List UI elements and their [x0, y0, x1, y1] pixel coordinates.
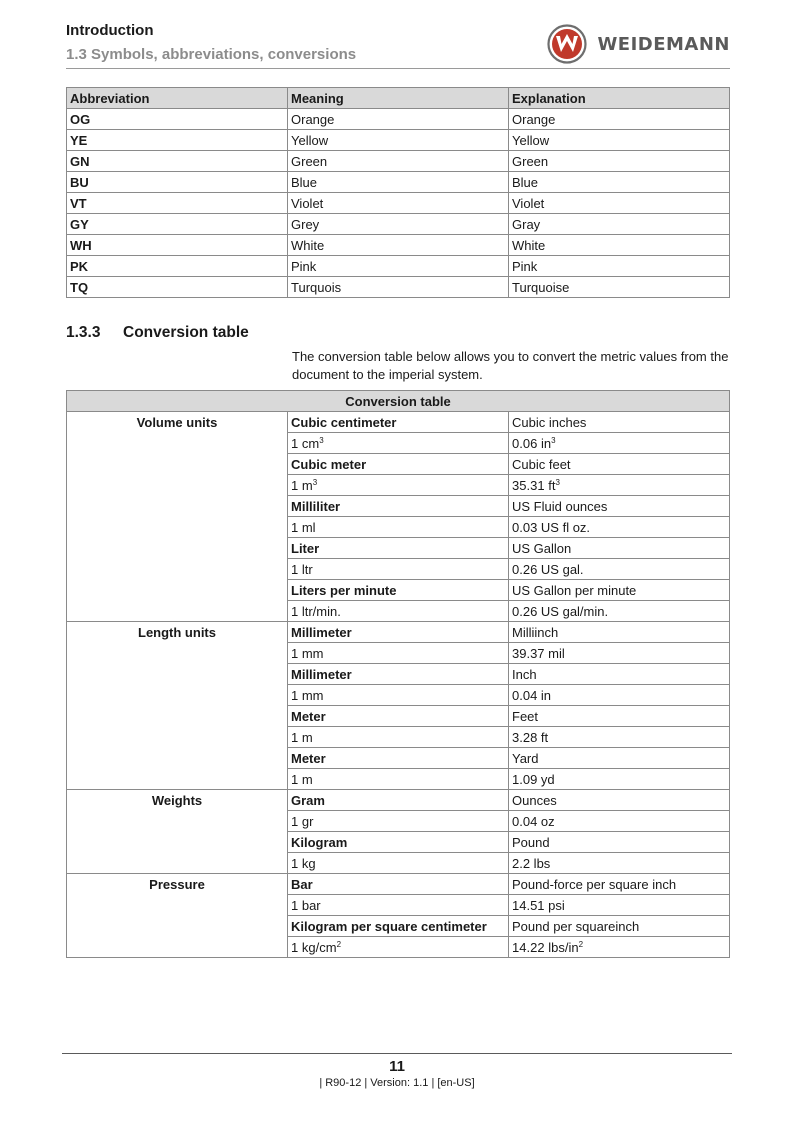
metric-cell: 1 gr: [288, 811, 509, 832]
metric-cell: Liters per minute: [288, 580, 509, 601]
abbreviation-cell: WH: [67, 235, 288, 256]
brand-logo: [547, 24, 730, 64]
unit-group-label: Volume units: [67, 412, 288, 622]
metric-cell: Liter: [288, 538, 509, 559]
conversion-section-heading: [66, 324, 249, 342]
imperial-cell: Pound: [509, 832, 730, 853]
chapter-title: Introduction: [66, 22, 154, 39]
metric-cell: Milliliter: [288, 496, 509, 517]
page-number: 11: [389, 1058, 405, 1075]
imperial-cell: 2.2 lbs: [509, 853, 730, 874]
metric-cell: Gram: [288, 790, 509, 811]
metric-cell: Meter: [288, 706, 509, 727]
conversion-table: [66, 390, 730, 958]
imperial-cell: 3.28 ft: [509, 727, 730, 748]
explanation-cell: Blue: [509, 172, 730, 193]
meaning-cell: Green: [288, 151, 509, 172]
conversion-row: [67, 412, 730, 433]
unit-group-label: Length units: [67, 622, 288, 790]
abbreviation-row: [67, 109, 730, 130]
metric-cell: 1 m: [288, 727, 509, 748]
metric-cell: 1 mm: [288, 643, 509, 664]
section-number: 1.3.3: [66, 324, 101, 341]
abbreviation-row: [67, 277, 730, 298]
abbreviation-row: [67, 256, 730, 277]
meaning-cell: Orange: [288, 109, 509, 130]
abbreviation-row: [67, 193, 730, 214]
imperial-cell: US Fluid ounces: [509, 496, 730, 517]
imperial-cell: US Gallon: [509, 538, 730, 559]
column-header: Abbreviation: [67, 88, 288, 109]
explanation-cell: Green: [509, 151, 730, 172]
abbreviation-cell: TQ: [67, 277, 288, 298]
imperial-cell: 14.51 psi: [509, 895, 730, 916]
conversion-row: [67, 790, 730, 811]
explanation-cell: Gray: [509, 214, 730, 235]
imperial-cell: US Gallon per minute: [509, 580, 730, 601]
conversion-intro-text: The conversion table below allows you to convert the metric values from the document to the imperial system.: [292, 349, 729, 382]
abbreviation-cell: PK: [67, 256, 288, 277]
abbreviation-cell: GY: [67, 214, 288, 235]
imperial-cell: 0.06 $in^3$: [509, 433, 730, 454]
column-header: Meaning: [288, 88, 509, 109]
meaning-cell: Turquois: [288, 277, 509, 298]
explanation-cell: Pink: [509, 256, 730, 277]
imperial-cell: 0.03 US fl oz.: [509, 517, 730, 538]
meaning-cell: Blue: [288, 172, 509, 193]
abbreviation-row: [67, 172, 730, 193]
metric-cell: Millimeter: [288, 622, 509, 643]
weidemann-logo-icon: [547, 24, 587, 64]
imperial-cell: Pound-force per square inch: [509, 874, 730, 895]
abbreviation-cell: GN: [67, 151, 288, 172]
imperial-cell: 35.31 $ft^3$: [509, 475, 730, 496]
imperial-cell: Yard: [509, 748, 730, 769]
page-header: [66, 20, 730, 69]
imperial-cell: 0.04 in: [509, 685, 730, 706]
metric-cell: Cubic meter: [288, 454, 509, 475]
conversion-title-row: [67, 391, 730, 412]
imperial-cell: 0.26 US gal.: [509, 559, 730, 580]
metric-cell: Cubic centimeter: [288, 412, 509, 433]
abbreviation-row: [67, 214, 730, 235]
metric-cell: 1 bar: [288, 895, 509, 916]
metric-cell: 1 mm: [288, 685, 509, 706]
meaning-cell: White: [288, 235, 509, 256]
unit-group-label: Weights: [67, 790, 288, 874]
logo-wordmark: WEIDEMANN: [597, 33, 730, 55]
abbreviation-cell: OG: [67, 109, 288, 130]
explanation-cell: Turquoise: [509, 277, 730, 298]
explanation-cell: Yellow: [509, 130, 730, 151]
imperial-cell: Feet: [509, 706, 730, 727]
imperial-cell: Cubic feet: [509, 454, 730, 475]
imperial-cell: 39.37 mil: [509, 643, 730, 664]
abbreviation-cell: YE: [67, 130, 288, 151]
imperial-cell: Inch: [509, 664, 730, 685]
metric-cell: Kilogram per square centimeter: [288, 916, 509, 937]
unit-group-label: Pressure: [67, 874, 288, 958]
imperial-cell: 1.09 yd: [509, 769, 730, 790]
metric-cell: 1 kg: [288, 853, 509, 874]
imperial-cell: Pound per squareinch: [509, 916, 730, 937]
imperial-cell: 14.22 lbs/$in^2$: [509, 937, 730, 958]
abbreviation-row: [67, 151, 730, 172]
metric-cell: Millimeter: [288, 664, 509, 685]
abbreviation-cell: BU: [67, 172, 288, 193]
meaning-cell: Grey: [288, 214, 509, 235]
abbreviation-header-row: [67, 88, 730, 109]
meaning-cell: Yellow: [288, 130, 509, 151]
document-reference: | R90-12 | Version: 1.1 | [en-US]: [319, 1077, 475, 1089]
metric-cell: 1 ltr/min.: [288, 601, 509, 622]
metric-cell: Bar: [288, 874, 509, 895]
imperial-cell: Milliinch: [509, 622, 730, 643]
conversion-row: [67, 622, 730, 643]
metric-cell: 1 m: [288, 769, 509, 790]
imperial-cell: Cubic inches: [509, 412, 730, 433]
column-header: Explanation: [509, 88, 730, 109]
explanation-cell: Orange: [509, 109, 730, 130]
metric-cell: Meter: [288, 748, 509, 769]
abbreviation-table: [66, 87, 730, 298]
explanation-cell: Violet: [509, 193, 730, 214]
imperial-cell: Ounces: [509, 790, 730, 811]
meaning-cell: Violet: [288, 193, 509, 214]
conversion-table-title: Conversion table: [67, 391, 730, 412]
abbreviation-cell: VT: [67, 193, 288, 214]
section-title: 1.3 Symbols, abbreviations, conversions: [66, 46, 357, 63]
metric-cell: 1 $m^3$: [288, 475, 509, 496]
metric-cell: Kilogram: [288, 832, 509, 853]
meaning-cell: Pink: [288, 256, 509, 277]
explanation-cell: White: [509, 235, 730, 256]
metric-cell: 1 $cm^3$: [288, 433, 509, 454]
footer-divider: [62, 1053, 732, 1054]
metric-cell: 1 ltr: [288, 559, 509, 580]
abbreviation-row: [67, 235, 730, 256]
imperial-cell: 0.26 US gal/min.: [509, 601, 730, 622]
conversion-row: [67, 874, 730, 895]
abbreviation-row: [67, 130, 730, 151]
metric-cell: 1 ml: [288, 517, 509, 538]
section-heading-text: Conversion table: [123, 324, 249, 341]
imperial-cell: 0.04 oz: [509, 811, 730, 832]
metric-cell: 1 $kg/cm^2$: [288, 937, 509, 958]
